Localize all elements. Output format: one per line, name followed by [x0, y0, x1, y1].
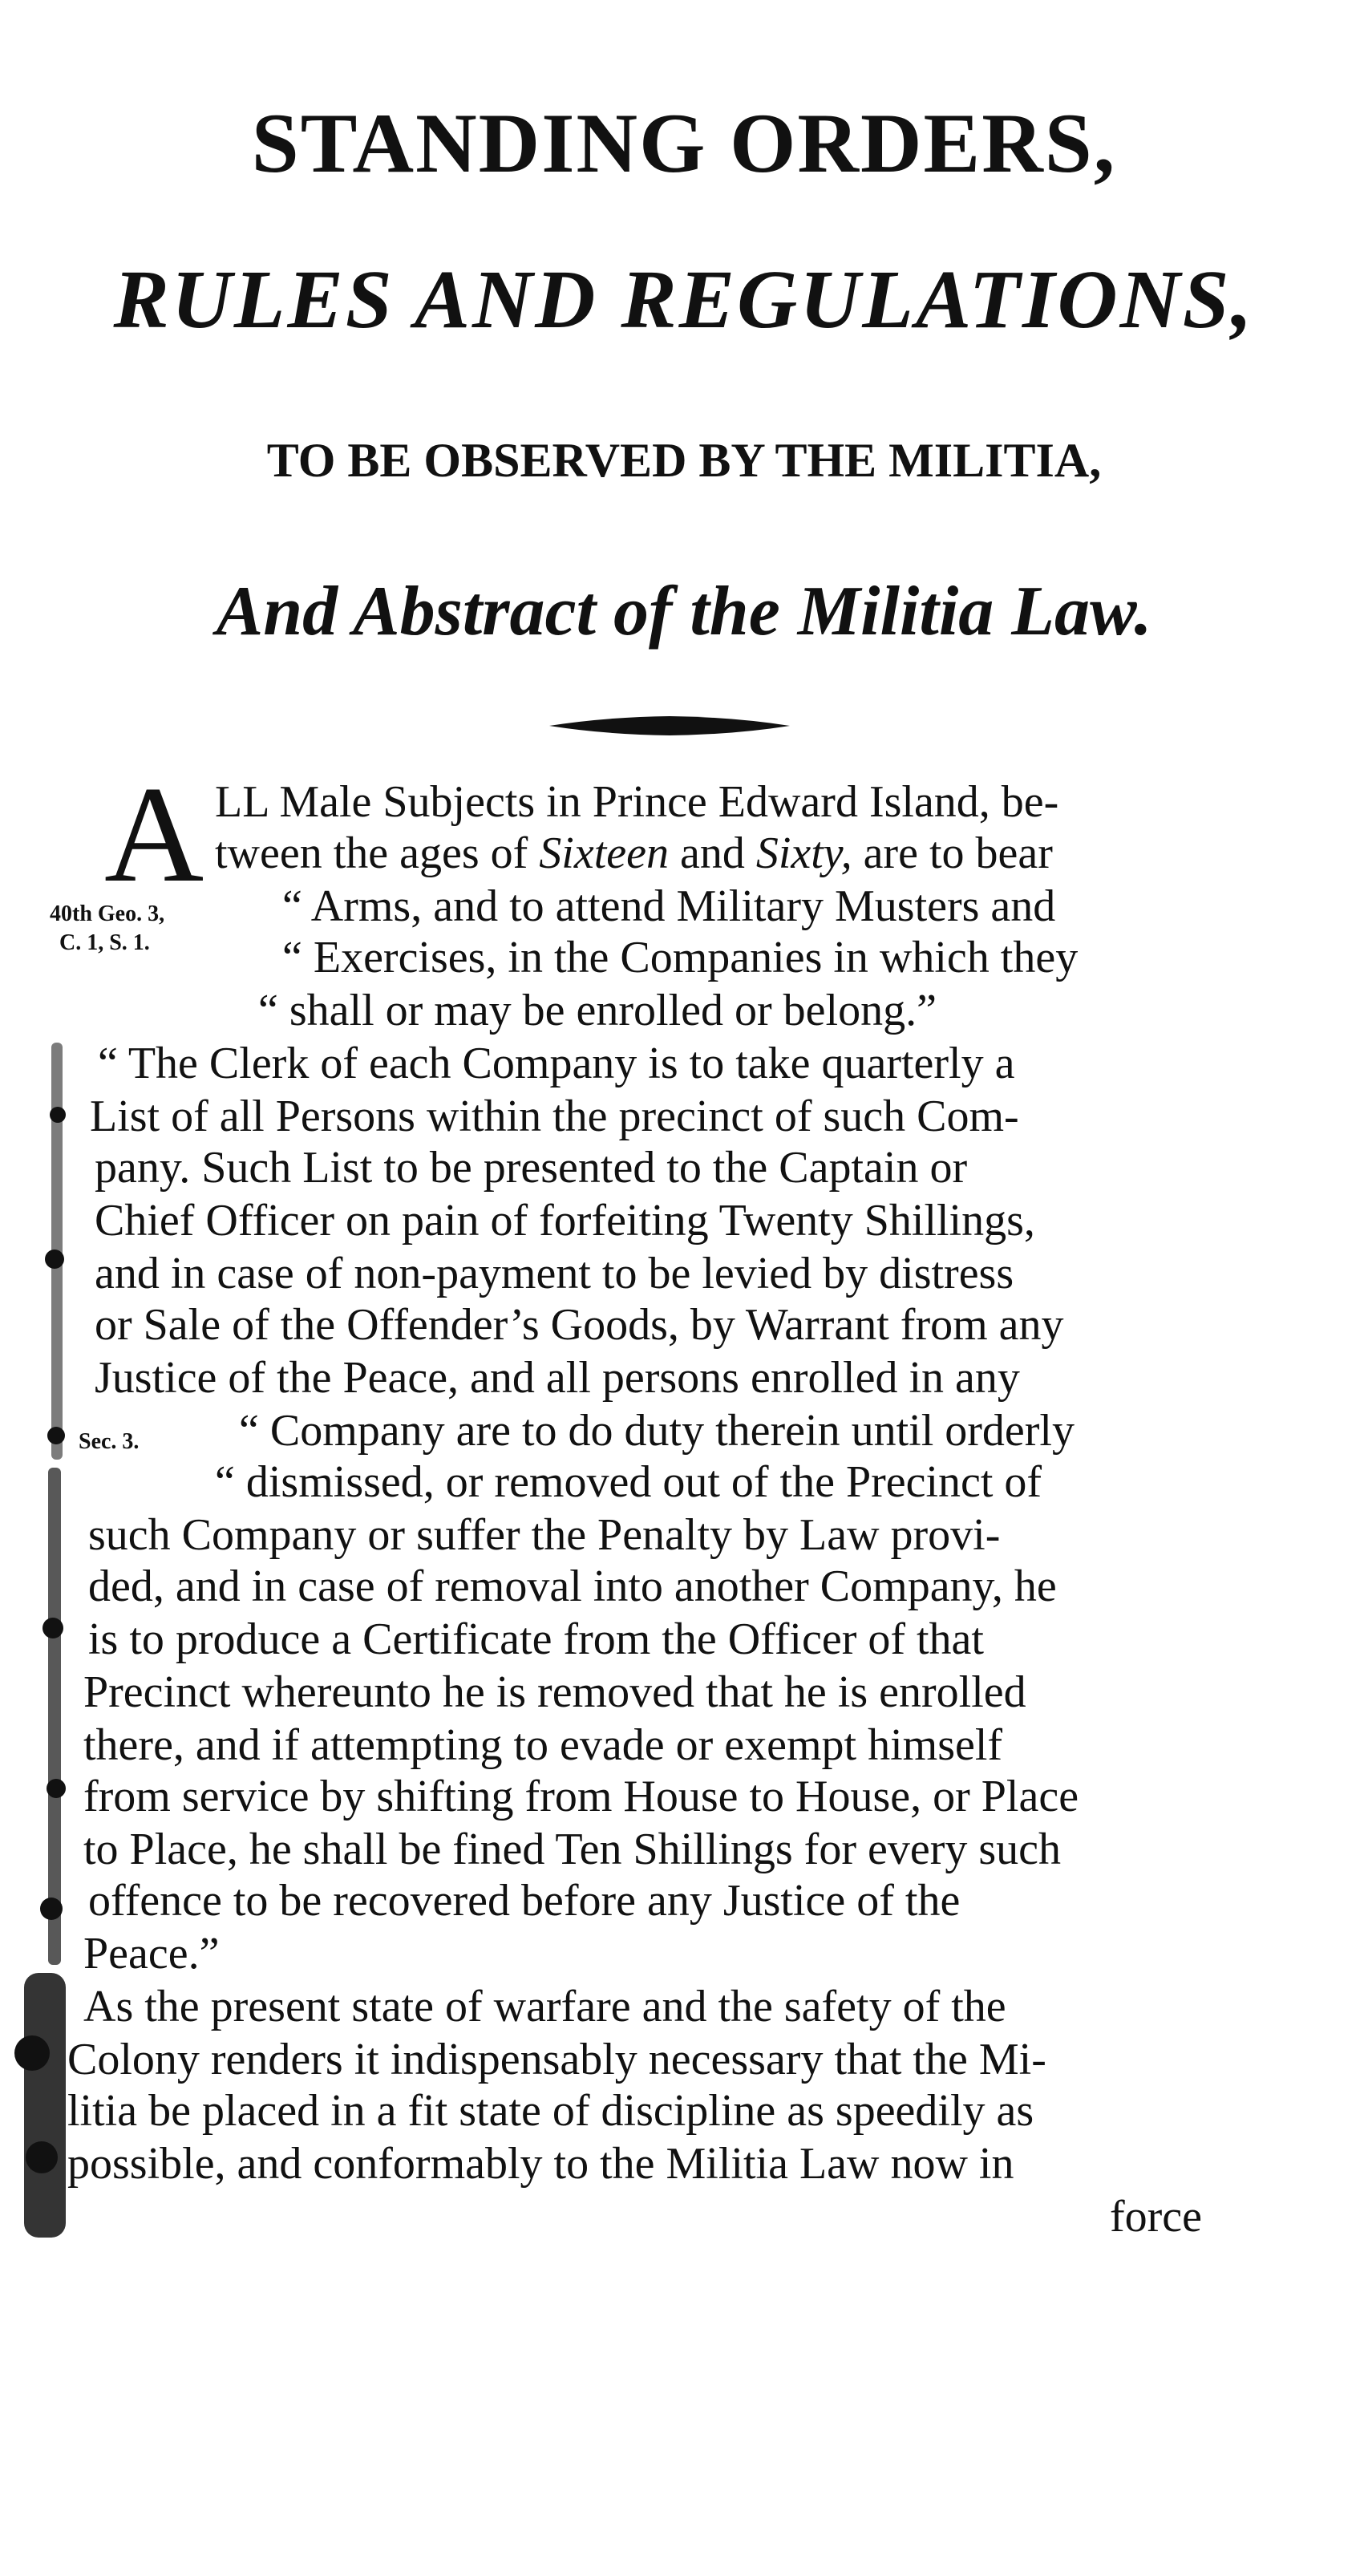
- text-line: and in case of non-payment to be levied by distress: [95, 1249, 1014, 1298]
- text-line: to Place, he shall be fined Ten Shillings for every such: [83, 1825, 1061, 1874]
- text-line: As the present state of warfare and the safety of the: [83, 1982, 1006, 2031]
- text-line: is to produce a Certificate from the Officer of that: [88, 1614, 984, 1664]
- title-line-abstract: And Abstract of the Militia Law.: [216, 573, 1152, 650]
- text-line: “ Exercises, in the Companies in which they: [282, 933, 1079, 982]
- margin-note-statute-section: C. 1, S. 1.: [59, 930, 150, 955]
- text-line: such Company or suffer the Penalty by Law provi-: [88, 1510, 1001, 1560]
- margin-note-section: Sec. 3.: [79, 1429, 140, 1454]
- text-line: Justice of the Peace, and all persons enrolled in any: [95, 1353, 1020, 1403]
- text-line: ded, and in case of removal into another Company, he: [88, 1561, 1057, 1611]
- text-line: tween the ages of Sixteen and Sixty, are to bear: [215, 828, 1053, 878]
- text-line: from service by shifting from House to House, or Place: [83, 1772, 1079, 1821]
- title-line-observed: TO BE OBSERVED BY THE MILITIA,: [266, 434, 1102, 487]
- text-line: Peace.”: [83, 1929, 220, 1979]
- text-line: litia be placed in a fit state of discipline as speedily as: [67, 2086, 1034, 2136]
- text-line: Colony renders it indispensably necessary that the Mi-: [67, 2035, 1046, 2084]
- catchword: force: [1110, 2192, 1203, 2242]
- drop-cap: A: [104, 759, 204, 911]
- text-line: “ Company are to do duty therein until orderly: [239, 1406, 1075, 1456]
- text-line: LL Male Subjects in Prince Edward Island, be-: [215, 777, 1059, 827]
- text-line: “ shall or may be enrolled or belong.”: [258, 986, 937, 1035]
- text-line: or Sale of the Offender’s Goods, by Warrant from any: [95, 1300, 1064, 1350]
- text-line: there, and if attempting to evade or exempt himself: [83, 1720, 1003, 1770]
- page-subtitle: RULES AND REGULATIONS,: [113, 253, 1255, 346]
- page-title: STANDING ORDERS,: [251, 96, 1117, 190]
- text-line: possible, and conformably to the Militia Law now in: [67, 2139, 1014, 2189]
- ornamental-rule: [549, 712, 790, 739]
- binding-edge-smudge: [0, 1019, 96, 2262]
- text-line: “ Arms, and to attend Military Musters and: [282, 881, 1056, 931]
- text-line: “ The Clerk of each Company is to take quarterly a: [98, 1039, 1015, 1088]
- margin-note-statute: 40th Geo. 3,: [50, 901, 165, 926]
- text-line: offence to be recovered before any Justice of the: [88, 1876, 961, 1926]
- text-line: “ dismissed, or removed out of the Precinct of: [215, 1457, 1042, 1507]
- text-line: Precinct whereunto he is removed that he is enrolled: [83, 1667, 1026, 1717]
- text-line: pany. Such List to be presented to the Captain or: [95, 1143, 968, 1193]
- text-line: List of all Persons within the precinct of such Com-: [90, 1092, 1019, 1141]
- text-line: Chief Officer on pain of forfeiting Twenty Shillings,: [95, 1196, 1035, 1245]
